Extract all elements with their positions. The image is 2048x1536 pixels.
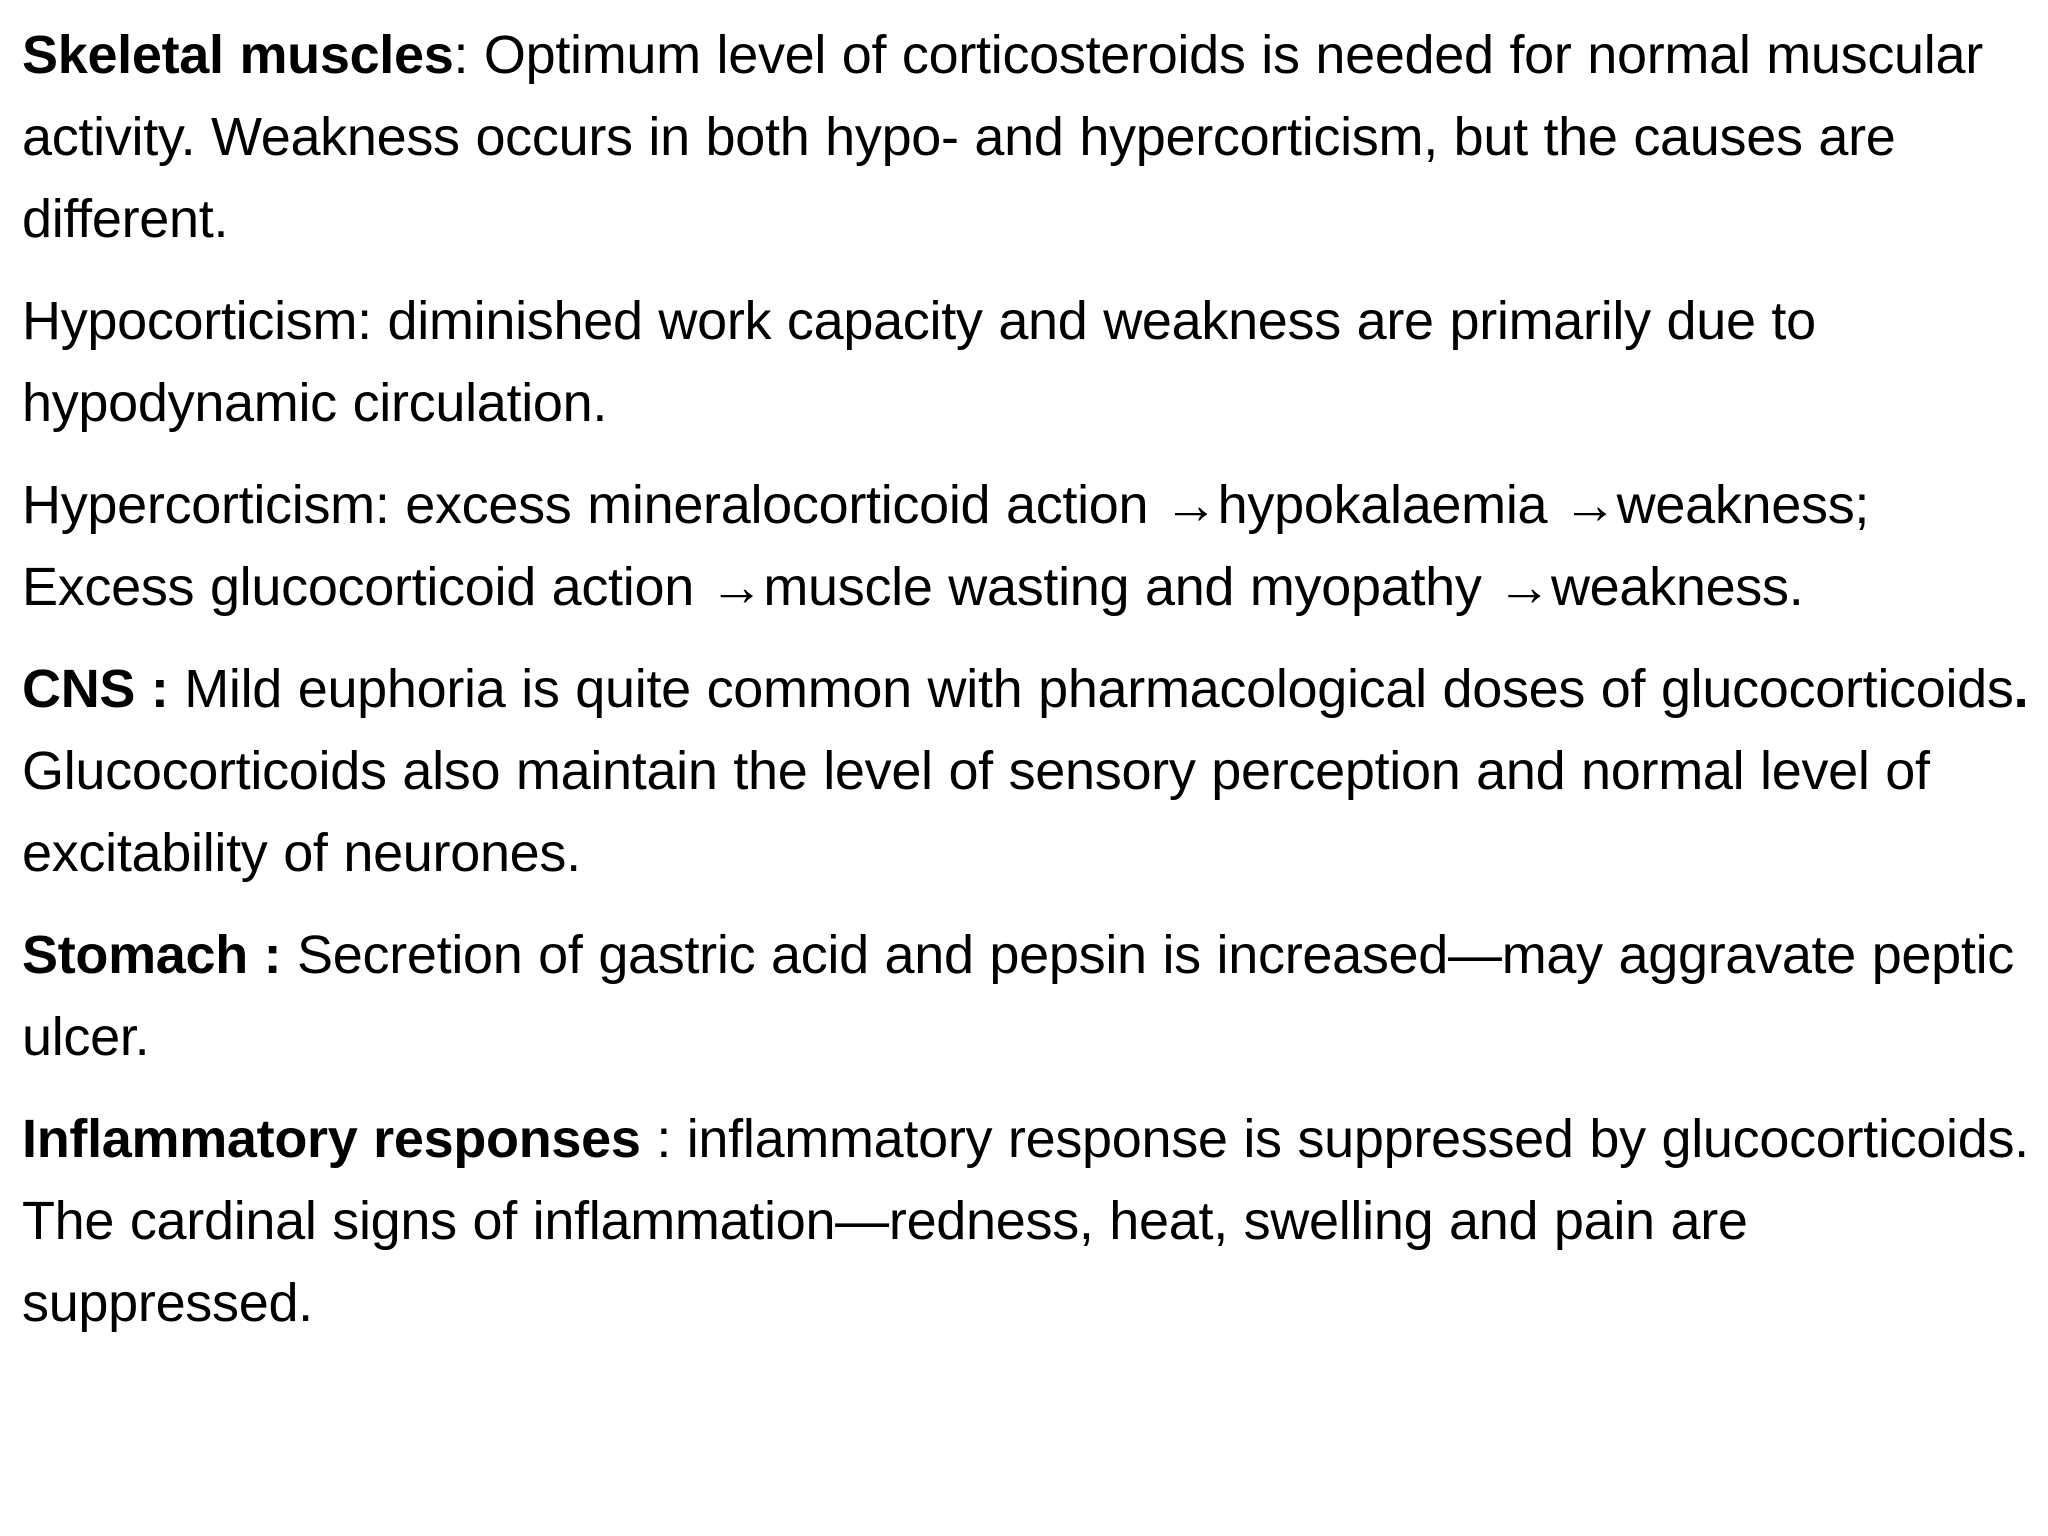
heading-stomach: Stomach : xyxy=(22,925,282,985)
slide-content xyxy=(22,14,2032,1364)
paragraph-stomach xyxy=(22,914,2032,1078)
text-hypocorticism: Hypocorticism: diminished work capacity and weakness are primarily due to hypodynamic circulation. xyxy=(22,291,1816,433)
text-cns-part2: Glucocorticoids also maintain the level of sensory perception and normal level of excitability of neurones. xyxy=(22,741,1930,883)
paragraph-hypocorticism xyxy=(22,280,2032,444)
heading-skeletal-muscles: Skeletal muscles xyxy=(22,25,454,85)
paragraph-hypercorticism xyxy=(22,464,2032,628)
text-hypercorticism: Hypercorticism: excess mineralocorticoid action →hypokalaemia →weakness; Excess glucocorticoid action →muscle wasting and myopathy →weakness. xyxy=(22,475,1870,617)
text-skeletal-muscles: : Optimum level of corticosteroids is needed for normal muscular activity. Weakness occurs in both hypo- and hypercorticism, but the causes are different. xyxy=(22,25,1983,249)
text-inflammatory-responses: : inflammatory response is suppressed by glucocorticoids. The cardinal signs of inflammation—redness, heat, swelling and pain are suppressed. xyxy=(22,1109,2029,1333)
heading-inflammatory-responses: Inflammatory responses xyxy=(22,1109,641,1169)
bold-period: . xyxy=(2013,659,2029,719)
paragraph-cns xyxy=(22,648,2032,894)
paragraph-skeletal-muscles xyxy=(22,14,2032,260)
paragraph-inflammatory-responses xyxy=(22,1098,2032,1344)
text-stomach: Secretion of gastric acid and pepsin is increased—may aggravate peptic ulcer. xyxy=(22,925,2014,1067)
text-cns-part1: Mild euphoria is quite common with pharmacological doses of glucocorticoids xyxy=(168,659,2014,719)
heading-cns: CNS : xyxy=(22,659,169,719)
